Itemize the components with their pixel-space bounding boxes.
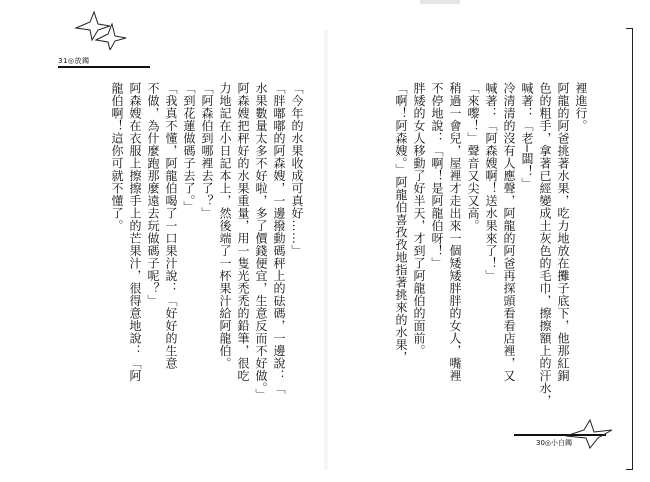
text-column: 「胖嘟嘟的阿森嫂，一邊撥動碼秤上的砝碼，一邊說：「 — [272, 82, 286, 395]
text-column: 阿森嫂在衣服上擦擦手上的芒果汁，很得意地說：「阿 — [128, 82, 142, 382]
text-column: 「到花蓮做碼子去了。」 — [182, 82, 196, 214]
text-column: 裡進行。 — [574, 82, 588, 132]
right-page-folio: 30◎小白鐲 — [536, 439, 573, 447]
text-column: 「我真不懂，阿龍伯喝了一口果汁說：「好好的生意 — [164, 82, 178, 370]
text-column: 「啊！阿森嫂。」阿龍伯喜孜孜地指著挑來的水果， — [394, 82, 408, 364]
text-column: 「阿森伯到哪裡去了？」 — [200, 82, 214, 220]
left-page-folio: 31◎放鐲 — [58, 57, 90, 65]
text-column: 胖矮的女人移動了好半天，才到了阿龍伯的面前。 — [412, 82, 426, 357]
scan-mark — [420, 0, 460, 4]
text-column: 稍過一會兒，屋裡才走出來一個矮矮胖胖的女人，嘴裡 — [448, 82, 462, 382]
text-column: 喊著：「老─闆！」 — [520, 82, 534, 190]
text-column: 阿龍的阿爸挑著水果，吃力地放在攤子底下，他那紅銅 — [556, 82, 570, 382]
text-column: 力地記在小日記本上，然後端了一杯果汁給阿龍伯。 — [218, 82, 232, 370]
text-column: 阿森嫂把秤好的水果重量，用一隻光禿禿的鉛筆，很吃 — [236, 82, 250, 382]
bird-icon — [560, 418, 620, 450]
flying-birds-icon — [72, 8, 132, 50]
text-column: 「來嚟！」聲音又尖又高。 — [466, 82, 480, 232]
text-column: 龍伯啊！這你可就不懂了。 — [110, 82, 124, 232]
text-column: 不停地說：「啊！是阿龍伯呀！」 — [430, 82, 444, 270]
text-column: 喊著：「阿森嫂啊！送水果來了！」 — [484, 82, 498, 282]
text-column: 色的粗手，拿著已經變成土灰色的毛巾，擦擦額上的汗水， — [538, 82, 552, 407]
page-edge-bracket — [626, 28, 633, 470]
book-gutter — [323, 30, 329, 470]
text-column: 「今年的水果收成可真好……」 — [290, 82, 304, 257]
header-rule — [58, 66, 150, 68]
text-column: 冷清清的沒有人應聲，阿龍的阿爸再探頭看看店裡，又 — [502, 82, 516, 382]
text-column: 不做，為什麼跑那麼遠去玩做碼子呢？」 — [146, 82, 160, 307]
text-column: 水果數量太多不好啦，多了價錢便宜，生意反而不好做。」 — [254, 82, 268, 401]
